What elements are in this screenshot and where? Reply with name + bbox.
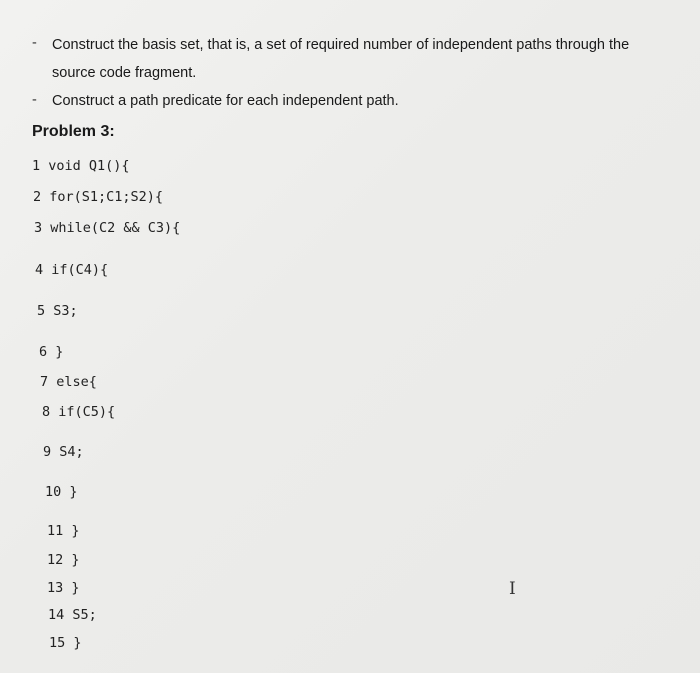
bullet-marker-1: - — [32, 35, 37, 51]
code-line-7: 7 else{ — [40, 374, 97, 390]
bullet-1-line-1: Construct the basis set, that is, a set of required number of independent paths through the — [52, 37, 630, 53]
code-line-4: 4 if(C4){ — [35, 262, 109, 278]
code-line-6: 6 } — [39, 344, 64, 360]
text-cursor-icon: I — [509, 579, 516, 599]
bullet-1-line-2: source code fragment. — [52, 65, 197, 81]
code-line-13: 13 } — [47, 580, 80, 596]
code-line-1: 1 void Q1(){ — [32, 158, 130, 174]
bullet-2-line-1: Construct a path predicate for each independent path. — [52, 93, 399, 109]
code-line-12: 12 } — [47, 552, 80, 568]
code-line-8: 8 if(C5){ — [42, 404, 116, 420]
problem-heading: Problem 3: — [32, 123, 115, 140]
code-line-14: 14 S5; — [48, 607, 97, 623]
code-line-9: 9 S4; — [43, 444, 84, 460]
code-line-5: 5 S3; — [37, 303, 78, 319]
code-line-11: 11 } — [47, 523, 80, 539]
bullet-marker-2: - — [32, 92, 37, 108]
code-line-15: 15 } — [49, 635, 82, 651]
code-line-2: 2 for(S1;C1;S2){ — [33, 189, 164, 205]
code-line-10: 10 } — [45, 484, 78, 500]
code-line-3: 3 while(C2 && C3){ — [34, 220, 181, 236]
